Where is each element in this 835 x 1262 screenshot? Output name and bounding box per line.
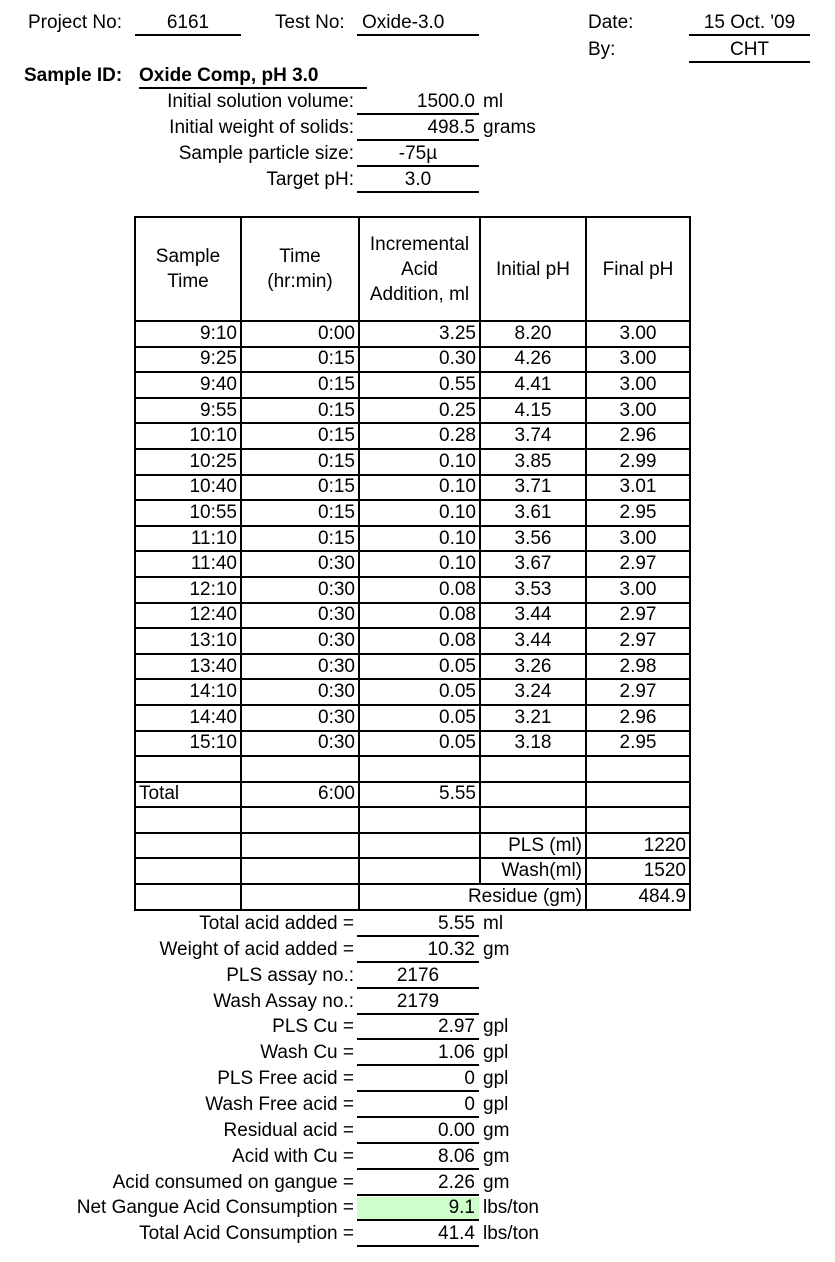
table-cell: 2.99 [586,449,690,475]
wash-label: Wash(ml) [480,858,586,884]
table-cell: 0.10 [359,449,480,475]
result-label: Acid consumed on gangue = [112,1171,354,1193]
table-cell: 0.10 [359,475,480,501]
table-cell: 0:15 [241,347,359,373]
table-cell: 3.74 [480,423,586,449]
total-time: 6:00 [241,782,359,808]
table-cell: 2.98 [586,654,690,680]
table-cell [135,858,241,884]
pls-label: PLS (ml) [480,833,586,859]
result-label: Residual acid = [223,1119,354,1141]
table-cell: 0:15 [241,475,359,501]
result-unit: gpl [483,1093,509,1115]
table-cell: 0:30 [241,603,359,629]
table-cell: 3.00 [586,321,690,347]
table-cell [135,833,241,859]
pls-value: 1220 [586,833,690,859]
table-cell [241,756,359,782]
table-cell: 14:40 [135,705,241,731]
result-label: PLS Free acid = [217,1068,354,1090]
table-cell: 3.00 [586,398,690,424]
table-cell: 3.25 [359,321,480,347]
table-cell: 0.10 [359,551,480,577]
table-row [135,628,690,654]
result-value: 2.26 [357,1172,479,1196]
table-cell: 0:30 [241,705,359,731]
table-cell: 0:00 [241,321,359,347]
result-unit: lbs/ton [483,1223,539,1245]
table-cell: 3.26 [480,654,586,680]
table-row [135,731,690,757]
result-label: Total acid added = [199,913,354,934]
by-value: CHT [689,39,810,63]
sample-field-label: Initial solution volume: [167,91,354,112]
table-cell: 3.00 [586,526,690,552]
table-cell: 10:40 [135,475,241,501]
residue-label: Residue (gm) [359,884,586,910]
table-row [135,577,690,603]
table-cell: 3.61 [480,500,586,526]
table-cell: 4.15 [480,398,586,424]
table-cell: 9:25 [135,347,241,373]
table-cell: 0:30 [241,654,359,680]
table-cell: 0:30 [241,679,359,705]
table-cell: 0.28 [359,423,480,449]
table-cell: 2.97 [586,679,690,705]
table-cell: 9:40 [135,372,241,398]
table-cell: 0:30 [241,731,359,757]
sample-field-value: 498.5 [357,117,479,141]
table-cell [241,807,359,833]
table-cell: 0:15 [241,449,359,475]
project-label: Project No: [28,12,122,33]
table-cell [480,756,586,782]
residue-value: 484.9 [586,884,690,910]
table-cell [135,756,241,782]
table-cell: 0.05 [359,654,480,680]
result-label: PLS Cu = [272,1016,354,1038]
table-cell: 12:10 [135,577,241,603]
col-header-final-ph: Final pH [586,217,690,321]
result-value: 0.00 [357,1120,479,1144]
table-row [135,679,690,705]
table-cell: 0.25 [359,398,480,424]
table-cell: 15:10 [135,731,241,757]
table-cell: 2.97 [586,603,690,629]
table-row [135,372,690,398]
table-cell: 4.26 [480,347,586,373]
pls-row [135,833,690,859]
titration-table [134,216,691,911]
table-cell: 0.30 [359,347,480,373]
table-row [135,423,690,449]
table-cell: 2.96 [586,423,690,449]
table-cell: 3.56 [480,526,586,552]
col-header-acid-addition: Incremental Acid Addition, ml [359,217,480,321]
date-label: Date: [588,12,634,33]
table-row [135,500,690,526]
table-cell [359,833,480,859]
table-cell [135,884,241,910]
result-unit: gm [483,1171,510,1193]
result-value: 5.55 [357,913,479,937]
table-cell: 10:55 [135,500,241,526]
result-label: Wash Cu = [260,1042,354,1064]
table-cell: 0:30 [241,577,359,603]
table-cell: 0:15 [241,372,359,398]
table-cell: 3.00 [586,347,690,373]
wash-value: 1520 [586,858,690,884]
table-cell: 0:30 [241,628,359,654]
table-row [135,449,690,475]
sample-field-label: Sample particle size: [178,143,354,164]
sample-field-label: Initial weight of solids: [169,117,354,138]
blank-row [135,756,690,782]
table-row [135,321,690,347]
test-label: Test No: [275,12,345,33]
wash-row [135,858,690,884]
table-cell: 0.05 [359,705,480,731]
result-value: 0 [357,1068,479,1092]
result-label: Weight of acid added = [159,938,354,960]
sample-field-value: 1500.0 [357,91,479,115]
total-acid: 5.55 [359,782,480,808]
table-cell: 0:30 [241,551,359,577]
table-row [135,475,690,501]
result-value: 41.4 [357,1223,479,1247]
table-cell [241,833,359,859]
table-cell: 0.08 [359,603,480,629]
blank-row [135,807,690,833]
col-header-time: Time (hr:min) [241,217,359,321]
date-value: 15 Oct. '09 [689,12,810,36]
table-cell: 3.24 [480,679,586,705]
table-row [135,526,690,552]
result-unit: gpl [483,1016,509,1038]
total-row [135,782,690,808]
result-unit: gpl [483,1068,509,1090]
sample-id-label: Sample ID: [24,65,123,86]
table-cell: 0:15 [241,526,359,552]
result-label: Acid with Cu = [232,1145,354,1167]
result-value: 8.06 [357,1146,479,1170]
table-cell: 3.85 [480,449,586,475]
result-unit: ml [483,913,504,934]
table-cell: 0.08 [359,577,480,603]
result-unit: gm [483,1119,510,1141]
table-row [135,347,690,373]
table-cell [586,782,690,808]
table-cell: 3.18 [480,731,586,757]
table-cell: 3.21 [480,705,586,731]
sample-field-unit: grams [483,117,536,138]
table-cell: 9:10 [135,321,241,347]
sample-field-label: Target pH: [266,169,354,190]
table-cell [359,858,480,884]
table-header-row [135,217,690,321]
table-cell: 13:40 [135,654,241,680]
table-cell: 2.95 [586,731,690,757]
table-cell: 3.00 [586,372,690,398]
table-cell [135,807,241,833]
table-cell: 3.67 [480,551,586,577]
result-value: 0 [357,1094,479,1118]
table-cell: 2.97 [586,551,690,577]
table-cell: 0.05 [359,679,480,705]
total-label: Total [135,782,241,808]
table-cell: 3.44 [480,603,586,629]
table-cell: 11:40 [135,551,241,577]
table-cell: 11:10 [135,526,241,552]
residue-row [135,884,690,910]
result-label: Total Acid Consumption = [139,1223,354,1245]
result-unit: lbs/ton [483,1197,539,1219]
table-cell [241,858,359,884]
result-unit: gpl [483,1042,509,1064]
table-cell [480,782,586,808]
result-label: Wash Assay no.: [213,990,354,1012]
table-cell: 0.10 [359,500,480,526]
table-cell: 3.00 [586,577,690,603]
table-row [135,705,690,731]
table-cell: 9:55 [135,398,241,424]
table-cell: 0:15 [241,500,359,526]
table-row [135,398,690,424]
test-number: Oxide-3.0 [357,12,479,36]
table-cell: 2.95 [586,500,690,526]
result-value: 9.1 [357,1197,479,1221]
result-label: PLS assay no.: [226,964,354,986]
table-cell: 2.96 [586,705,690,731]
sample-field-value: -75µ [357,143,479,167]
table-cell: 0.10 [359,526,480,552]
sample-id-value: Oxide Comp, pH 3.0 [139,65,367,89]
table-cell: 0:15 [241,398,359,424]
table-cell [359,807,480,833]
table-cell: 8.20 [480,321,586,347]
table-cell: 4.41 [480,372,586,398]
col-header-initial-ph: Initial pH [480,217,586,321]
table-cell: 0.08 [359,628,480,654]
table-cell [586,807,690,833]
table-cell: 10:25 [135,449,241,475]
table-cell: 0.55 [359,372,480,398]
result-label: Wash Free acid = [205,1093,354,1115]
table-cell: 2.97 [586,628,690,654]
table-row [135,654,690,680]
table-cell: 12:40 [135,603,241,629]
by-label: By: [588,39,616,60]
result-unit: gm [483,1145,510,1167]
result-value: 2.97 [357,1016,479,1040]
table-cell: 0.05 [359,731,480,757]
table-cell [480,807,586,833]
table-cell: 10:10 [135,423,241,449]
result-value: 2176 [357,965,479,989]
result-value: 1.06 [357,1042,479,1066]
result-label: Net Gangue Acid Consumption = [76,1197,354,1219]
table-cell [586,756,690,782]
table-cell: 3.53 [480,577,586,603]
table-cell: 3.71 [480,475,586,501]
table-cell [359,756,480,782]
table-cell: 0:15 [241,423,359,449]
table-row [135,551,690,577]
col-header-sample-time: Sample Time [135,217,241,321]
sample-field-unit: ml [483,91,504,112]
result-value: 2179 [357,991,479,1015]
project-number: 6161 [135,12,241,36]
table-cell: 13:10 [135,628,241,654]
table-cell: 3.44 [480,628,586,654]
result-value: 10.32 [357,939,479,963]
table-cell: 14:10 [135,679,241,705]
result-unit: gm [483,938,510,960]
sample-field-value: 3.0 [357,169,479,193]
table-cell [241,884,359,910]
table-row [135,603,690,629]
table-cell: 3.01 [586,475,690,501]
